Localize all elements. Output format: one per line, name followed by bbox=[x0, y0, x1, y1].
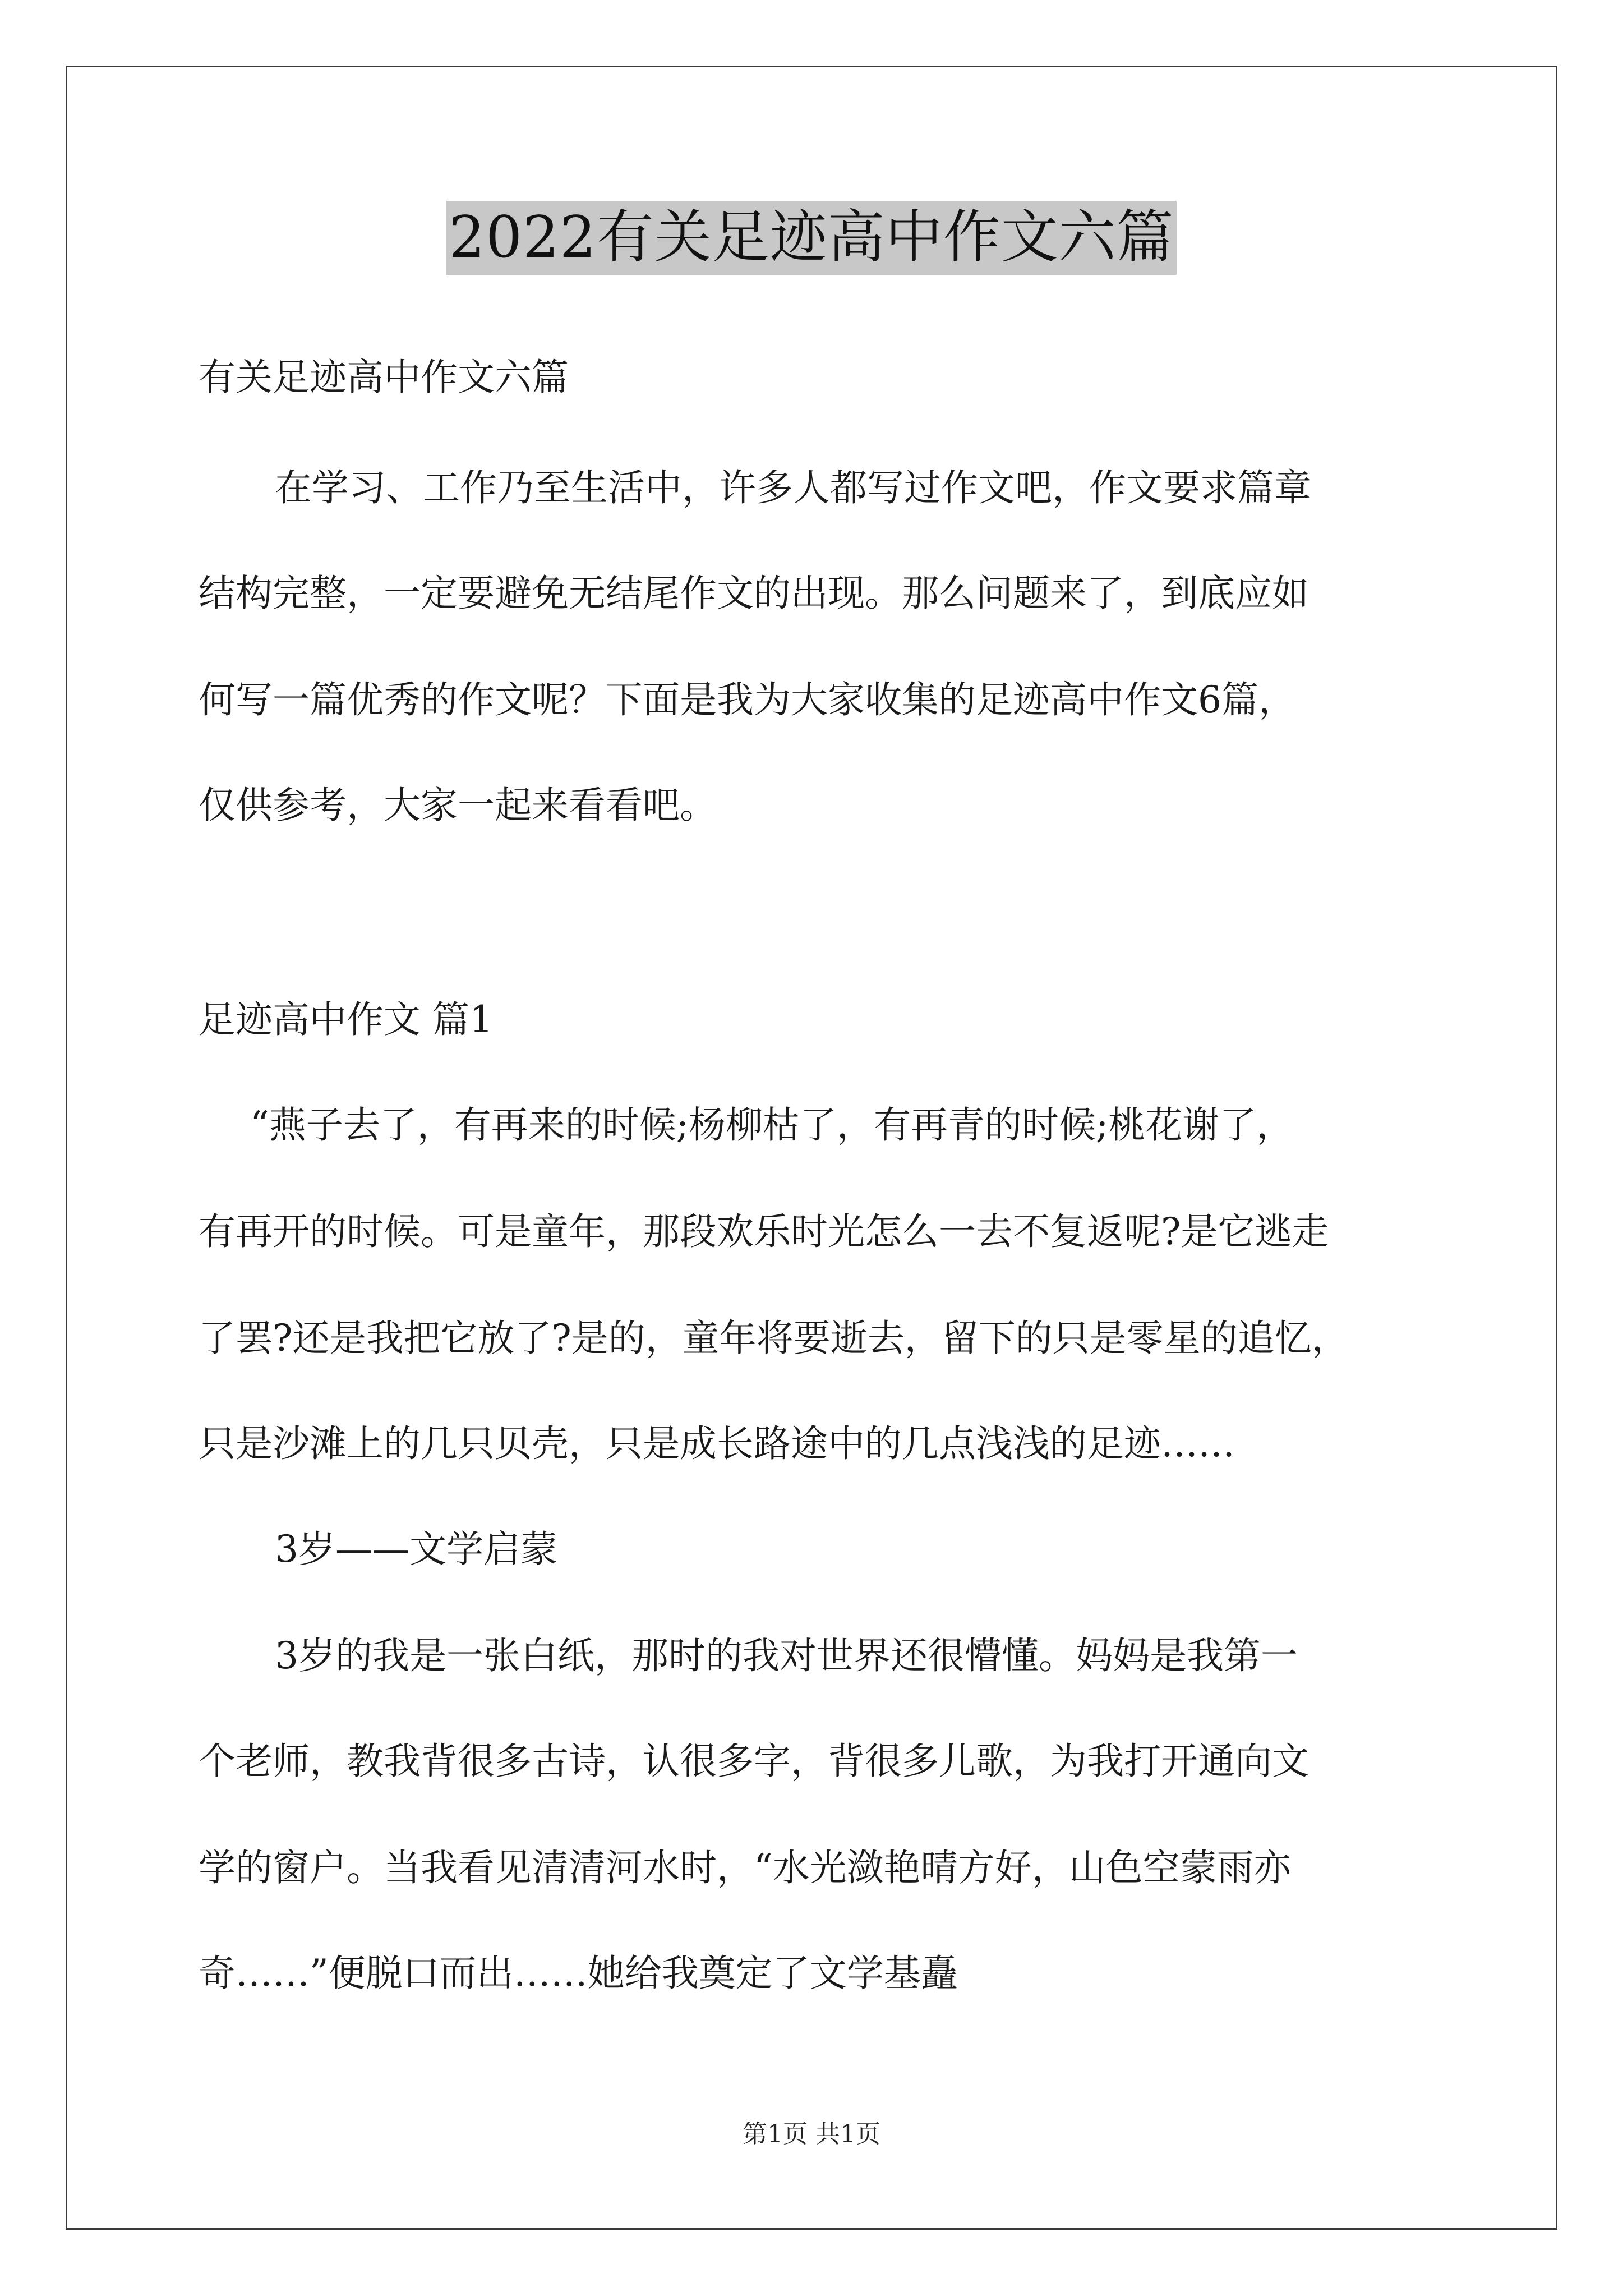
page-footer: 第1页 共1页 bbox=[743, 2120, 880, 2148]
section-line: 学的窗户。当我看见清清河水时，“水光潋艳晴方好，山色空蒙雨亦 bbox=[199, 1846, 1291, 1889]
section-line: 3岁的我是一张白纸，那时的我对世界还很懵懂。妈妈是我第一 bbox=[275, 1634, 1298, 1677]
section-line: 只是沙滩上的几只贝壳，只是成长路途中的几点浅浅的足迹…… bbox=[199, 1422, 1235, 1465]
section-line: 个老师，教我背很多古诗，认很多字，背很多儿歌，为我打开通向文 bbox=[199, 1740, 1309, 1783]
section-line: “燕子去了，有再来的时候;杨柳枯了，有再青的时候;桃花谢了， bbox=[250, 1103, 1294, 1147]
intro-line: 何写一篇优秀的作文呢？下面是我为大家收集的足迹高中作文6篇， bbox=[199, 678, 1295, 721]
document-title-text: 2022有关足迹高中作文六篇 bbox=[446, 201, 1177, 275]
intro-line: 在学习、工作乃至生活中，许多人都写过作文吧，作文要求篇章 bbox=[275, 466, 1311, 509]
section-line: 有再开的时候。可是童年，那段欢乐时光怎么一去不复返呢?是它逃走 bbox=[199, 1210, 1329, 1253]
section-line: 了罢?还是我把它放了?是的，童年将要逝去，留下的只是零星的追忆， bbox=[199, 1317, 1349, 1360]
section-subheading: 3岁——文学启蒙 bbox=[275, 1527, 557, 1571]
intro-line: 结构完整，一定要避免无结尾作文的出现。那么问题来了，到底应如 bbox=[199, 572, 1309, 615]
intro-line: 仅供参考，大家一起来看看吧。 bbox=[199, 784, 717, 827]
document-subtitle: 有关足迹高中作文六篇 bbox=[199, 356, 569, 399]
section-heading: 足迹高中作文 篇1 bbox=[199, 998, 493, 1041]
section-line: 奇……”便脱口而出……她给我奠定了文学基矗 bbox=[199, 1952, 958, 1995]
document-title bbox=[0, 201, 1623, 275]
